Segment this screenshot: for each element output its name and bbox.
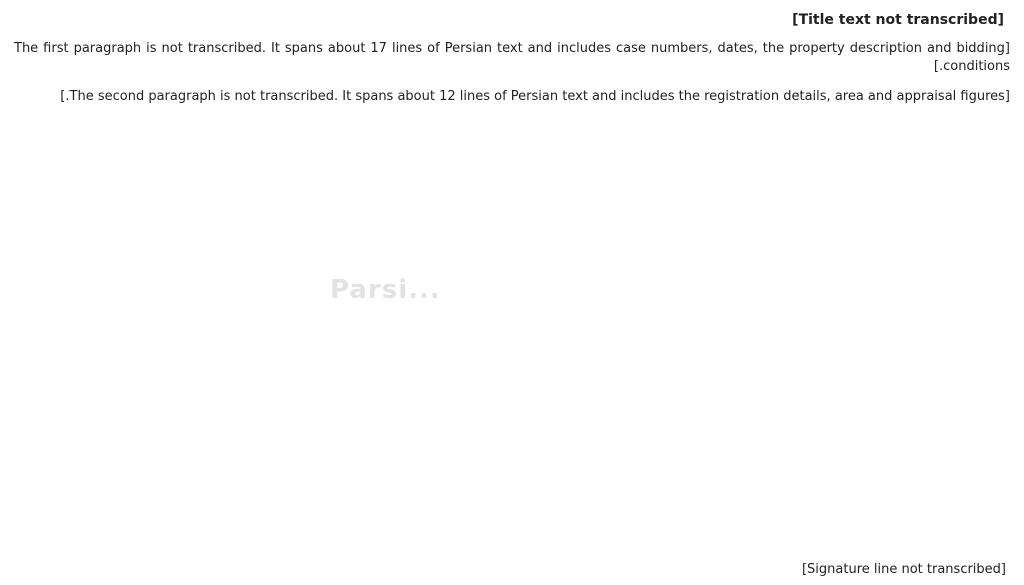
watermark: Parsi... — [330, 275, 441, 305]
signature-line: [Signature line not transcribed] — [801, 562, 1006, 577]
document-title: [Title text not transcribed] — [792, 12, 1004, 28]
paragraph-2: [The second paragraph is not transcribed. It spans about 12 lines of Persian text and includes the registration details, area and appraisal figures.] — [60, 89, 1010, 105]
paragraph-1: [The first paragraph is not transcribed. It spans about 17 lines of Persian text and includes case numbers, dates, the property description and bidding conditions.] — [14, 41, 1010, 74]
